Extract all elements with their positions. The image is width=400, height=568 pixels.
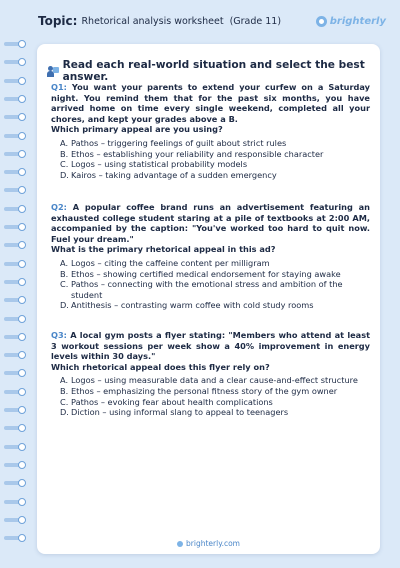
- ring-binding-icon: [4, 424, 28, 432]
- option-b[interactable]: B. Ethos – showing certified medical endorsement for staying awake: [60, 268, 341, 279]
- question-prompt: What is the primary rhetorical appeal in this ad?: [51, 244, 276, 255]
- ring-binding-icon: [4, 333, 28, 341]
- ring-binding-icon: [4, 516, 28, 524]
- ring-binding-icon: [4, 113, 28, 121]
- grade-label: (Grade 11): [229, 15, 282, 27]
- footer: [37, 539, 380, 548]
- ring-binding-icon: [4, 369, 28, 377]
- ring-binding-icon: [4, 40, 28, 48]
- ring-binding-icon: [4, 186, 28, 194]
- question-stem: [51, 82, 370, 124]
- ring-binding-icon: [4, 260, 28, 268]
- question-stem: [51, 330, 370, 362]
- option-a[interactable]: A. Logos – using measurable data and a clear cause-and-effect structure: [60, 375, 358, 386]
- worksheet-header: [38, 10, 386, 32]
- option-b[interactable]: B. Ethos – establishing your reliability and responsible character: [60, 148, 324, 159]
- ring-binding-icon: [4, 498, 28, 506]
- ring-binding-icon: [4, 461, 28, 469]
- ring-binding-icon: [4, 388, 28, 396]
- ring-binding-icon: [4, 443, 28, 451]
- ring-binding-icon: [4, 168, 28, 176]
- question-2: [51, 202, 370, 311]
- question-number: Q1:: [51, 82, 67, 92]
- instruction: [47, 59, 372, 83]
- question-number: Q2:: [51, 202, 67, 212]
- teacher-icon: [47, 66, 58, 77]
- question-text: You want your parents to extend your curfew on a Saturday night. You remind them that for the past six months, you have arrived home on time every single weekend, completed all your chores, and kept your grades above a B.: [51, 82, 370, 124]
- brand-logo: [316, 16, 386, 27]
- worksheet-page: [37, 44, 380, 554]
- question-number: Q3:: [51, 330, 67, 340]
- ring-binding: [0, 40, 30, 560]
- option-c[interactable]: C. Logos – using statistical probability models: [60, 159, 248, 170]
- option-d[interactable]: D. Kairos – taking advantage of a sudden emergency: [60, 169, 277, 180]
- topic-label: Topic:: [38, 14, 78, 28]
- ring-binding-icon: [4, 278, 28, 286]
- option-d[interactable]: D. Diction – using informal slang to appeal to teenagers: [60, 407, 289, 418]
- question-prompt: Which primary appeal are you using?: [51, 124, 223, 135]
- ring-binding-icon: [4, 296, 28, 304]
- question-3: [51, 330, 370, 418]
- option-c[interactable]: C. Pathos – evoking fear about health complications: [60, 396, 273, 407]
- question-stem: [51, 202, 370, 244]
- question-text: A local gym posts a flyer stating: "Members who attend at least 3 workout sessions per week show a 40% improvement in energy levels within 30 days.": [51, 330, 370, 362]
- footer-link[interactable]: brighterly.com: [186, 539, 240, 548]
- ring-binding-icon: [4, 223, 28, 231]
- ring-binding-icon: [4, 406, 28, 414]
- ring-binding-icon: [4, 58, 28, 66]
- option-a[interactable]: A. Pathos – triggering feelings of guilt about strict rules: [60, 137, 287, 148]
- answer-options: [51, 375, 370, 417]
- ring-binding-icon: [4, 351, 28, 359]
- ring-binding-icon: [4, 241, 28, 249]
- ring-binding-icon: [4, 77, 28, 85]
- ring-binding-icon: [4, 150, 28, 158]
- ring-binding-icon: [4, 95, 28, 103]
- ring-binding-icon: [4, 479, 28, 487]
- option-d[interactable]: D. Antithesis – contrasting warm coffee with cold study rooms: [60, 300, 314, 311]
- ring-binding-icon: [4, 205, 28, 213]
- ring-binding-icon: [4, 315, 28, 323]
- logo-icon: [316, 16, 327, 27]
- question-prompt: Which rhetorical appeal does this flyer rely on?: [51, 361, 270, 372]
- option-a[interactable]: A. Logos – citing the caffeine content per milligram: [60, 257, 270, 268]
- instruction-text: Read each real-world situation and select the best answer.: [62, 59, 365, 83]
- ring-binding-icon: [4, 132, 28, 140]
- ring-binding-icon: [4, 534, 28, 542]
- option-b[interactable]: B. Ethos – emphasizing the personal fitness story of the gym owner: [60, 385, 338, 396]
- topic-value: Rhetorical analysis worksheet: [81, 15, 224, 27]
- question-1: [51, 82, 370, 180]
- answer-options: [51, 138, 370, 180]
- option-c[interactable]: C. Pathos – connecting with the emotional stress and ambition of the student: [60, 279, 343, 300]
- logo-icon: [177, 541, 183, 547]
- answer-options: [51, 258, 370, 311]
- question-text: A popular coffee brand runs an advertisement featuring an exhausted college student staring at a pile of textbooks at 2:00 AM, accompanied by the caption: "You've worked too hard to quit now. Fuel your dream.": [51, 202, 370, 244]
- logo-text: brighterly: [329, 15, 386, 27]
